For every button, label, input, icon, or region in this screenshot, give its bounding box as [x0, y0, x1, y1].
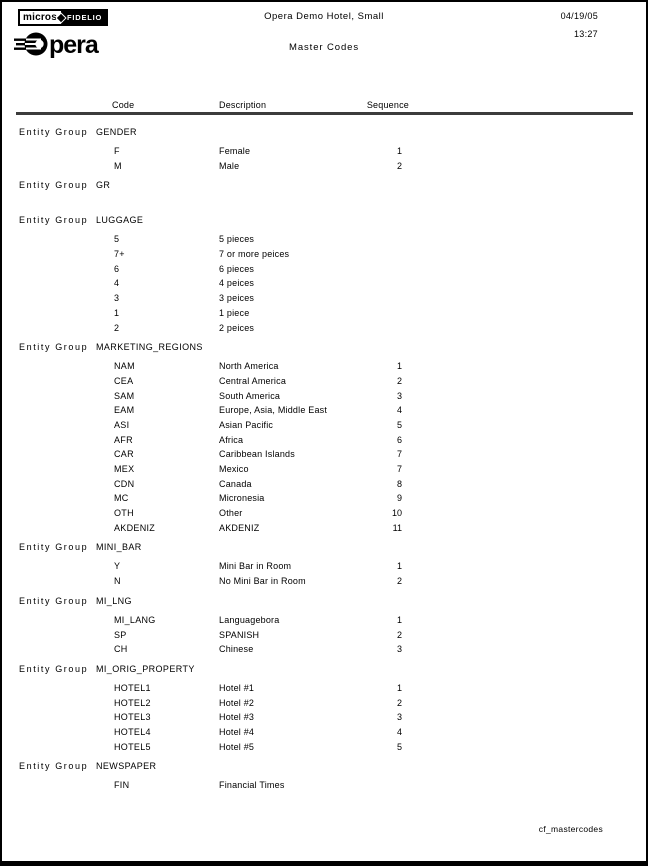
column-header-row [2, 100, 646, 112]
description-cell: Female [219, 146, 251, 156]
code-cell: MC [114, 493, 129, 504]
sequence-cell: 1 [396, 614, 402, 625]
entity-group-label: Entity Group [19, 663, 89, 674]
code-cell: HOTEL4 [114, 726, 151, 737]
sequence-cell: 2 [396, 697, 402, 708]
table-row [2, 405, 646, 420]
table-row [2, 630, 646, 645]
sequence-cell: 2 [396, 629, 402, 640]
entity-group-name: MI_LNG [96, 595, 132, 606]
report-name: Master Codes [289, 42, 359, 53]
entity-group-name: MINI_BAR [96, 542, 142, 553]
entity-group-heading [2, 180, 646, 195]
entity-group-name: GR [96, 180, 111, 191]
code-cell: OTH [114, 508, 134, 519]
table-row [2, 742, 646, 757]
table-row [2, 449, 646, 464]
entity-group-label: Entity Group [19, 761, 89, 772]
code-cell: CH [114, 644, 128, 655]
entity-group-name: LUGGAGE [96, 215, 144, 226]
entity-group-heading [2, 215, 646, 230]
description-cell: 5 pieces [219, 234, 255, 245]
entity-group-name: GENDER [96, 127, 137, 137]
entity-group-rows [2, 361, 646, 537]
description-cell: Micronesia [219, 493, 265, 504]
code-cell: HOTEL3 [114, 712, 151, 723]
sequence-cell: 1 [396, 361, 402, 372]
table-row [2, 146, 646, 161]
code-cell: MEX [114, 464, 135, 474]
sequence-cell: 2 [396, 576, 402, 587]
description-cell: Africa [219, 434, 244, 445]
description-cell: Chinese [219, 644, 254, 655]
entity-group-label: Entity Group [19, 215, 89, 226]
entity-group-label: Entity Group [19, 180, 89, 191]
table-row [2, 308, 646, 323]
table-row [2, 508, 646, 523]
code-cell: 3 [114, 293, 120, 304]
table-row [2, 712, 646, 727]
description-cell: 4 peices [219, 278, 255, 289]
entity-group-name: MARKETING_REGIONS [96, 342, 203, 353]
description-cell: SPANISH [219, 629, 260, 640]
sequence-cell: 5 [396, 741, 402, 752]
column-header-description: Description [219, 100, 267, 110]
description-cell: Financial Times [219, 780, 285, 791]
description-cell: AKDENIZ [219, 522, 260, 533]
entity-group-heading [2, 342, 646, 357]
code-cell: ASI [114, 419, 130, 430]
description-cell: 7 or more peices [219, 249, 290, 260]
entity-group-name: NEWSPAPER [96, 761, 157, 772]
entity-group-section [2, 180, 646, 195]
sequence-cell: 7 [396, 449, 402, 460]
entity-group-section [2, 542, 646, 590]
table-row [2, 264, 646, 279]
code-cell: 2 [114, 322, 120, 333]
code-cell: 6 [114, 263, 120, 274]
sequence-cell: 1 [396, 146, 402, 156]
report-body [2, 116, 646, 795]
table-row [2, 780, 646, 795]
code-cell: SAM [114, 390, 135, 401]
entity-group-label: Entity Group [19, 542, 89, 553]
code-cell: AKDENIZ [114, 522, 156, 533]
entity-group-label: Entity Group [19, 595, 89, 606]
table-row [2, 391, 646, 406]
sequence-cell: 10 [391, 508, 402, 519]
table-row [2, 683, 646, 698]
description-cell: Hotel #3 [219, 712, 255, 723]
sequence-cell: 3 [396, 712, 402, 723]
description-cell: 6 pieces [219, 263, 255, 274]
code-cell: HOTEL1 [114, 682, 151, 693]
description-cell: Hotel #5 [219, 741, 255, 752]
sequence-cell: 6 [396, 434, 402, 445]
code-cell: AFR [114, 434, 133, 445]
description-cell: No Mini Bar in Room [219, 576, 306, 587]
sequence-cell: 3 [396, 390, 402, 401]
report-date: 04/19/05 [560, 11, 598, 21]
entity-group-heading [2, 542, 646, 557]
table-row [2, 561, 646, 576]
sequence-cell: 9 [396, 493, 402, 504]
code-cell: 5 [114, 234, 120, 245]
entity-group-section [2, 127, 646, 175]
table-row [2, 523, 646, 538]
table-row [2, 278, 646, 293]
table-row [2, 644, 646, 659]
code-cell: HOTEL2 [114, 697, 151, 708]
description-cell: Other [219, 508, 243, 519]
code-cell: M [114, 160, 122, 171]
fidelio-wordmark: FIDELIO [61, 11, 106, 24]
description-cell: Male [219, 160, 240, 171]
opera-wordmark-tail: pera [49, 31, 98, 59]
description-cell: Central America [219, 375, 287, 386]
entity-group-rows [2, 615, 646, 659]
sequence-cell: 4 [396, 405, 402, 416]
sequence-cell: 2 [396, 375, 402, 386]
table-row [2, 323, 646, 338]
table-row [2, 576, 646, 591]
sequence-cell: 8 [396, 478, 402, 489]
description-cell: Languagebora [219, 614, 280, 625]
description-cell: Canada [219, 478, 252, 489]
entity-group-rows [2, 561, 646, 590]
code-cell: MI_LANG [114, 614, 156, 625]
entity-group-section [2, 596, 646, 659]
code-cell: HOTEL5 [114, 741, 151, 752]
column-header-code: Code [112, 100, 135, 110]
table-row [2, 615, 646, 630]
description-cell: Caribbean Islands [219, 449, 295, 460]
code-cell: Y [114, 561, 121, 572]
description-cell: 1 piece [219, 307, 250, 318]
table-row [2, 479, 646, 494]
entity-group-label: Entity Group [19, 127, 89, 137]
page-title: Opera Demo Hotel, Small [264, 11, 384, 22]
report-id: cf_mastercodes [538, 824, 603, 834]
sequence-cell: 2 [396, 160, 402, 171]
sequence-cell: 1 [396, 682, 402, 693]
table-row [2, 161, 646, 176]
entity-group-name: MI_ORIG_PROPERTY [96, 663, 195, 674]
table-row [2, 293, 646, 308]
sequence-cell: 4 [396, 726, 402, 737]
code-cell: 7+ [114, 249, 125, 260]
entity-group-rows [2, 780, 646, 795]
code-cell: CDN [114, 478, 135, 489]
entity-group-section [2, 342, 646, 537]
table-row [2, 376, 646, 391]
table-row [2, 727, 646, 742]
table-row [2, 249, 646, 264]
code-cell: SP [114, 629, 127, 640]
entity-group-heading [2, 596, 646, 611]
code-cell: 1 [114, 307, 120, 318]
code-cell: F [114, 146, 120, 156]
entity-group-section [2, 664, 646, 756]
description-cell: North America [219, 361, 279, 372]
table-row [2, 464, 646, 479]
code-cell: CEA [114, 375, 134, 386]
code-cell: 4 [114, 278, 120, 289]
sequence-cell: 5 [396, 419, 402, 430]
table-row [2, 234, 646, 249]
description-cell: South America [219, 390, 281, 401]
sequence-cell: 11 [392, 522, 402, 533]
entity-group-rows [2, 683, 646, 756]
description-cell: Mini Bar in Room [219, 561, 292, 572]
code-cell: EAM [114, 405, 135, 416]
description-cell: Asian Pacific [219, 419, 274, 430]
entity-group-heading [2, 664, 646, 679]
description-cell: 2 peices [219, 322, 255, 333]
entity-group-rows [2, 146, 646, 175]
entity-group-section [2, 761, 646, 795]
code-cell: N [114, 576, 121, 587]
entity-group-heading [2, 127, 646, 142]
table-row [2, 698, 646, 713]
column-header-sequence: Sequence [366, 100, 409, 110]
description-cell: Hotel #1 [219, 682, 255, 693]
table-row [2, 361, 646, 376]
report-time: 13:27 [573, 29, 598, 39]
table-row [2, 435, 646, 450]
entity-group-section [2, 215, 646, 337]
table-row [2, 420, 646, 435]
description-cell: Mexico [219, 464, 249, 474]
table-row [2, 493, 646, 508]
entity-group-heading [2, 761, 646, 776]
code-cell: FIN [114, 780, 130, 791]
description-cell: Hotel #4 [219, 726, 255, 737]
sequence-cell: 3 [396, 644, 402, 655]
entity-group-rows [2, 234, 646, 337]
header-rule [16, 112, 633, 115]
code-cell: CAR [114, 449, 134, 460]
entity-group-label: Entity Group [19, 342, 89, 353]
sequence-cell: 1 [396, 561, 402, 572]
description-cell: Europe, Asia, Middle East [219, 405, 328, 416]
micros-wordmark: micros [20, 11, 61, 24]
code-cell: NAM [114, 361, 135, 372]
description-cell: Hotel #2 [219, 697, 255, 708]
sequence-cell: 7 [396, 464, 402, 474]
description-cell: 3 peices [219, 293, 255, 304]
